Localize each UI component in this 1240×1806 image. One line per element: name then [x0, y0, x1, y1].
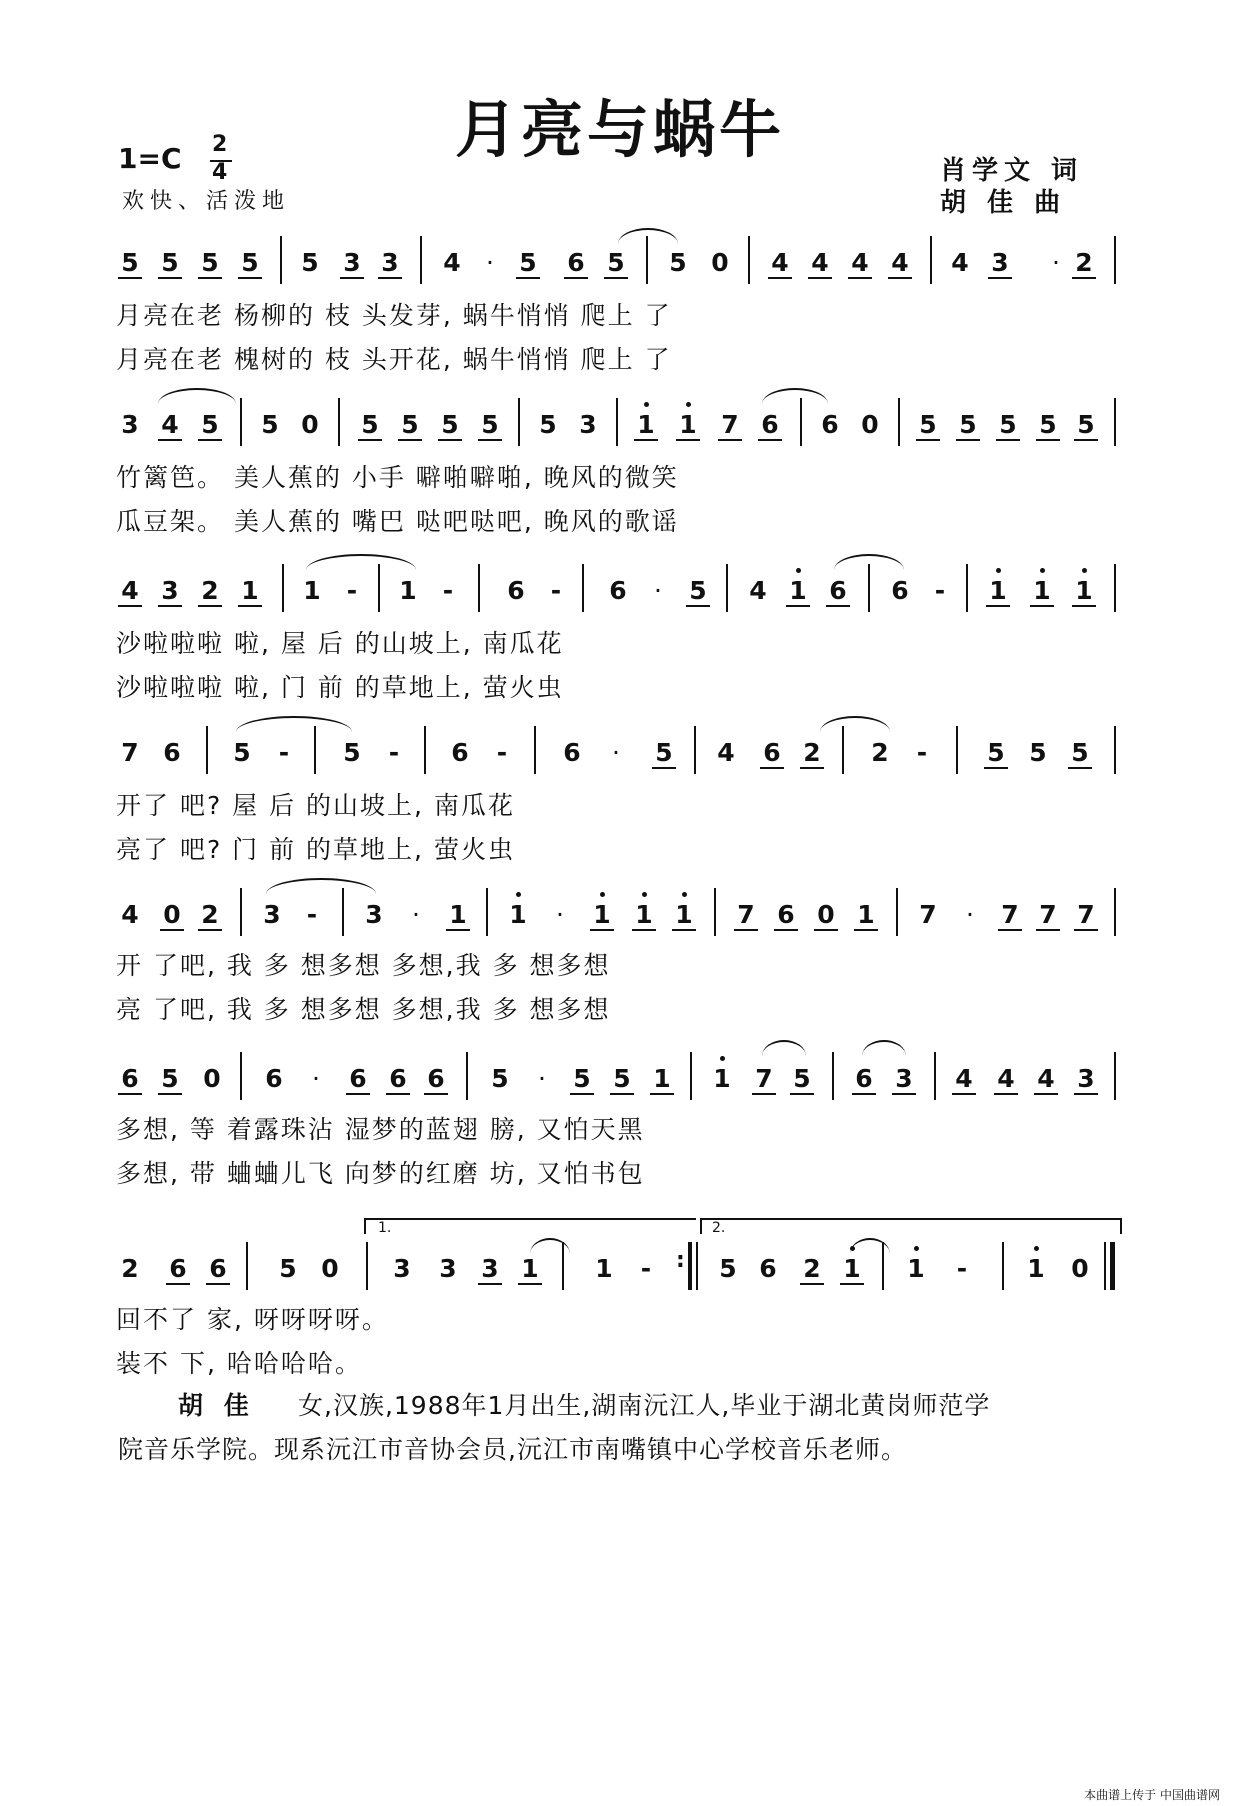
barline: [314, 726, 316, 774]
note: 5: [438, 410, 462, 441]
note: 7: [1036, 900, 1060, 931]
note: 4: [1034, 1064, 1058, 1095]
note: 1: [1027, 1254, 1045, 1283]
barline: [694, 726, 696, 774]
lyric-line-1: 回不了 家, 呀呀呀呀。: [116, 1305, 389, 1334]
note: 5: [358, 410, 382, 441]
note: 4: [808, 248, 832, 279]
note: 3: [579, 410, 597, 439]
note: 3: [988, 248, 1012, 279]
lyric-line-2: 沙啦啦啦 啦, 门 前 的草地上, 萤火虫: [116, 673, 564, 702]
key-signature: 1=C: [118, 142, 182, 175]
note: 1: [907, 1254, 925, 1283]
barline: [966, 564, 968, 612]
dot: ·: [486, 248, 494, 277]
note: 3: [393, 1254, 411, 1283]
note: 5: [669, 248, 687, 277]
note: 5: [158, 248, 182, 279]
note: 0: [814, 900, 838, 931]
note: 1: [634, 410, 658, 441]
note: 7: [734, 900, 758, 931]
note: 7: [1074, 900, 1098, 931]
slur: [820, 716, 890, 732]
barline: [424, 726, 426, 774]
note: 5: [610, 1064, 634, 1095]
dot: ·: [612, 738, 620, 767]
note: 6: [821, 410, 839, 439]
lyricist-credit: 肖学文 词: [940, 156, 1084, 186]
lyric-line-1: 开 了吧, 我 多 想多想 多想,我 多 想多想: [116, 951, 611, 980]
dash: -: [442, 576, 454, 605]
note: 4: [443, 248, 461, 277]
note: 5: [1036, 410, 1060, 441]
note: 1: [672, 900, 696, 931]
high-octave-dot: [686, 402, 691, 407]
lyric-line-2: 多想, 带 蛐蛐儿飞 向梦的红磨 坊, 又怕书包: [116, 1159, 645, 1188]
note: 1: [238, 576, 262, 607]
note: 1: [650, 1064, 674, 1095]
note: 5: [604, 248, 628, 279]
note: 6: [826, 576, 850, 607]
barline: [748, 236, 750, 284]
note: 5: [198, 410, 222, 441]
note: 5: [118, 248, 142, 279]
lyric-line-1: 竹篱笆。 美人蕉的 小手 噼啪噼啪, 晚风的微笑: [116, 463, 679, 492]
note: 4: [121, 900, 139, 929]
lyric-line-1: 开了 吧? 屋 后 的山坡上, 南瓜花: [116, 791, 515, 820]
note: 1: [518, 1254, 542, 1285]
barline: [646, 236, 648, 284]
barline: [1114, 1052, 1116, 1100]
high-octave-dot: [720, 1056, 725, 1061]
note: 1: [303, 576, 321, 605]
barline: [378, 564, 380, 612]
note: 3: [1074, 1064, 1098, 1095]
note: 6: [759, 1254, 777, 1283]
barline: [246, 1242, 248, 1290]
note: 5: [1029, 738, 1047, 767]
barline: [714, 888, 716, 936]
note: 5: [956, 410, 980, 441]
barline: [338, 398, 340, 446]
barline: [206, 726, 208, 774]
barline: [240, 398, 242, 446]
note: 1: [446, 900, 470, 931]
note: 3: [365, 900, 383, 929]
barline: [1114, 726, 1116, 774]
dot: ·: [312, 1064, 320, 1093]
dash: -: [550, 576, 562, 605]
lyric-line-2: 亮了 吧? 门 前 的草地上, 萤火虫: [116, 835, 515, 864]
dash: -: [388, 738, 400, 767]
lyric-line-1: 多想, 等 着露珠沾 湿梦的蓝翅 膀, 又怕天黑: [116, 1115, 645, 1144]
note: 5: [279, 1254, 297, 1283]
note: 4: [848, 248, 872, 279]
barline: [882, 1242, 884, 1290]
barline: [616, 398, 618, 446]
note: 2: [871, 738, 889, 767]
dash: -: [956, 1254, 968, 1283]
note: 0: [321, 1254, 339, 1283]
high-octave-dot: [850, 1246, 855, 1251]
note: 0: [203, 1064, 221, 1093]
note: 0: [861, 410, 879, 439]
note: 2: [198, 900, 222, 931]
barline: [366, 1242, 368, 1290]
note: 1: [399, 576, 417, 605]
note: 6: [564, 248, 588, 279]
dash: -: [306, 900, 318, 929]
barline: [486, 888, 488, 936]
note: 3: [378, 248, 402, 279]
slur: [762, 1040, 806, 1056]
volta-bracket-2: [700, 1218, 1122, 1234]
barline: [956, 726, 958, 774]
barline: [518, 398, 520, 446]
note: 5: [984, 738, 1008, 769]
note: 3: [340, 248, 364, 279]
note: 4: [994, 1064, 1018, 1095]
note: 1: [713, 1064, 731, 1093]
note: 5: [343, 738, 361, 767]
high-octave-dot: [516, 892, 521, 897]
barline: [534, 726, 536, 774]
note: 4: [158, 410, 182, 441]
time-signature-bottom: 4: [212, 160, 228, 185]
barline: [898, 398, 900, 446]
barline: [562, 1242, 564, 1290]
barline: [1002, 1242, 1004, 1290]
note: 1: [986, 576, 1010, 607]
note: 5: [233, 738, 251, 767]
barline: [240, 1052, 242, 1100]
slur: [306, 554, 416, 570]
note: 3: [158, 576, 182, 607]
note: 0: [711, 248, 729, 277]
note: 4: [717, 738, 735, 767]
note: 6: [852, 1064, 876, 1095]
note: 2: [198, 576, 222, 607]
note: 5: [652, 738, 676, 769]
note: 5: [261, 410, 279, 439]
note: 5: [398, 410, 422, 441]
volta-label-2: 2.: [712, 1220, 726, 1236]
note: 6: [451, 738, 469, 767]
note: 3: [892, 1064, 916, 1095]
tempo-marking: 欢快、活泼地: [122, 189, 291, 214]
dot: ·: [556, 900, 564, 929]
note: 6: [166, 1254, 190, 1285]
note: 3: [478, 1254, 502, 1285]
note: 1: [854, 900, 878, 931]
note: 4: [749, 576, 767, 605]
note: 7: [121, 738, 139, 767]
lyric-line-2: 月亮在老 槐树的 枝 头开花, 蜗牛悄悄 爬上 了: [116, 345, 672, 374]
note: 0: [301, 410, 319, 439]
high-octave-dot: [682, 892, 687, 897]
slur: [266, 878, 376, 894]
dot: ·: [966, 900, 974, 929]
note: 0: [160, 900, 184, 931]
note: 5: [916, 410, 940, 441]
high-octave-dot: [1040, 568, 1045, 573]
dot: ·: [1052, 248, 1060, 277]
dash: -: [916, 738, 928, 767]
note: 0: [1071, 1254, 1089, 1283]
note: 5: [238, 248, 262, 279]
dash: -: [278, 738, 290, 767]
note: 5: [719, 1254, 737, 1283]
time-signature-top: 2: [212, 132, 228, 157]
note: 6: [206, 1254, 230, 1285]
note: 2: [1072, 248, 1096, 279]
high-octave-dot: [914, 1246, 919, 1251]
note: 3: [263, 900, 281, 929]
note: 5: [570, 1064, 594, 1095]
note: 5: [1068, 738, 1092, 769]
note: 7: [919, 900, 937, 929]
barline: [280, 236, 282, 284]
dot: ·: [538, 1064, 546, 1093]
note: 6: [265, 1064, 283, 1093]
note: 7: [998, 900, 1022, 931]
barline: [1114, 398, 1116, 446]
barline: [842, 726, 844, 774]
note: 2: [121, 1254, 139, 1283]
slur: [762, 388, 828, 404]
note: 1: [676, 410, 700, 441]
note: 5: [478, 410, 502, 441]
note: 6: [774, 900, 798, 931]
bio-name: 胡 佳: [178, 1391, 255, 1420]
note: 5: [790, 1064, 814, 1095]
note: 6: [760, 738, 784, 769]
barline: [240, 888, 242, 936]
note: 5: [539, 410, 557, 439]
barline: [934, 1052, 936, 1100]
note: 6: [891, 576, 909, 605]
note: 6: [386, 1064, 410, 1095]
high-octave-dot: [600, 892, 605, 897]
note: 7: [718, 410, 742, 441]
note: 4: [118, 576, 142, 607]
high-octave-dot: [996, 568, 1001, 573]
barline: [478, 564, 480, 612]
slur: [850, 1238, 890, 1254]
final-barline: [1110, 1242, 1115, 1290]
high-octave-dot: [1082, 568, 1087, 573]
note: 5: [996, 410, 1020, 441]
slur: [618, 228, 678, 244]
barline: [868, 564, 870, 612]
repeat-barline: [688, 1242, 692, 1290]
note: 6: [346, 1064, 370, 1095]
volta-bracket-1: [364, 1218, 696, 1234]
note: 6: [507, 576, 525, 605]
note: 6: [758, 410, 782, 441]
note: 1: [786, 576, 810, 607]
barline: [800, 398, 802, 446]
note: 4: [768, 248, 792, 279]
lyric-line-1: 月亮在老 杨柳的 枝 头发芽, 蜗牛悄悄 爬上 了: [116, 301, 672, 330]
note: 1: [1030, 576, 1054, 607]
note: 4: [888, 248, 912, 279]
note: 1: [632, 900, 656, 931]
lyric-line-1: 沙啦啦啦 啦, 屋 后 的山坡上, 南瓜花: [116, 629, 564, 658]
barline: [342, 888, 344, 936]
note: 3: [439, 1254, 457, 1283]
slur: [862, 1040, 906, 1056]
barline: [282, 564, 284, 612]
barline: [696, 1242, 698, 1290]
note: 6: [563, 738, 581, 767]
note: 2: [800, 1254, 824, 1285]
note: 1: [1072, 576, 1096, 607]
composer-credit: 胡 佳 曲: [940, 188, 1067, 218]
note: 5: [198, 248, 222, 279]
slur: [236, 716, 352, 732]
slur: [530, 1238, 570, 1254]
note: 1: [509, 900, 527, 929]
high-octave-dot: [796, 568, 801, 573]
bio-line-1: 女,汉族,1988年1月出生,湖南沅江人,毕业于湖北黄岗师范学: [298, 1391, 991, 1420]
note: 4: [952, 1064, 976, 1095]
lyric-line-2: 亮 了吧, 我 多 想多想 多想,我 多 想多想: [116, 995, 611, 1024]
song-title: 月亮与蜗牛: [454, 93, 785, 166]
footer-watermark: 本曲谱上传于 中国曲谱网: [1084, 1788, 1220, 1802]
note: 6: [163, 738, 181, 767]
note: 4: [951, 248, 969, 277]
note: 6: [118, 1064, 142, 1095]
barline: [1114, 564, 1116, 612]
note: 3: [121, 410, 139, 439]
high-octave-dot: [644, 402, 649, 407]
dash: -: [346, 576, 358, 605]
dot: ·: [654, 576, 662, 605]
dash: -: [496, 738, 508, 767]
barline: [1104, 1242, 1106, 1290]
barline: [930, 236, 932, 284]
note: 5: [686, 576, 710, 607]
barline: [832, 1052, 834, 1100]
note: 7: [752, 1064, 776, 1095]
dash: -: [640, 1254, 652, 1283]
dot: ·: [412, 900, 420, 929]
note: 5: [301, 248, 319, 277]
barline: [420, 236, 422, 284]
barline: [466, 1052, 468, 1100]
high-octave-dot: [642, 892, 647, 897]
barline: [726, 564, 728, 612]
note: 6: [424, 1064, 448, 1095]
dash: -: [934, 576, 946, 605]
note: 1: [840, 1254, 864, 1285]
slur: [158, 388, 236, 404]
barline: [690, 1052, 692, 1100]
repeat-dots: :: [676, 1248, 685, 1273]
barline: [582, 564, 584, 612]
lyric-line-2: 装不 下, 哈哈哈哈。: [116, 1349, 362, 1378]
note: 5: [1074, 410, 1098, 441]
volta-label-1: 1.: [378, 1220, 392, 1236]
note: 2: [800, 738, 824, 769]
note: 1: [590, 900, 614, 931]
note: 5: [158, 1064, 182, 1095]
barline: [896, 888, 898, 936]
note: 1: [595, 1254, 613, 1283]
note: 6: [609, 576, 627, 605]
barline: [1114, 888, 1116, 936]
note: 5: [516, 248, 540, 279]
note: 5: [491, 1064, 509, 1093]
lyric-line-2: 瓜豆架。 美人蕉的 嘴巴 哒吧哒吧, 晚风的歌谣: [116, 507, 679, 536]
bio-line-2: 院音乐学院。现系沅江市音协会员,沅江市南嘴镇中心学校音乐老师。: [118, 1435, 907, 1464]
barline: [1114, 236, 1116, 284]
high-octave-dot: [1034, 1246, 1039, 1251]
